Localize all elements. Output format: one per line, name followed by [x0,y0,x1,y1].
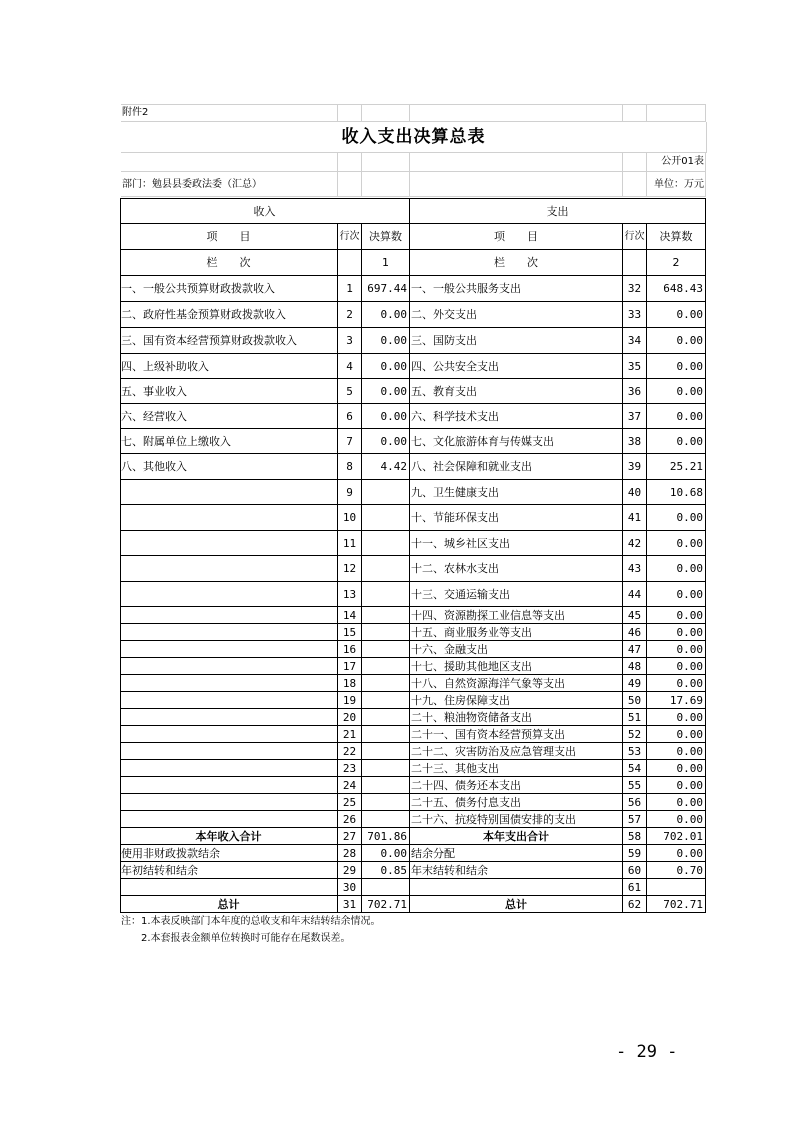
expense-line: 47 [623,641,647,658]
income-amount [362,879,410,896]
note-row [120,930,705,947]
expense-col-index: 2 [647,250,706,276]
income-line: 27 [338,828,362,845]
table-row [120,777,705,794]
income-line: 25 [338,794,362,811]
income-item [120,794,338,811]
expense-item: 十二、农林水支出 [410,556,623,582]
expense-amount-header: 决算数 [647,224,706,250]
department-row-cell [362,172,410,197]
income-line: 8 [338,454,362,480]
income-line: 24 [338,777,362,794]
attachment-row-cell [410,104,623,122]
income-amount [362,624,410,641]
expense-amount: 0.00 [647,302,706,328]
income-line: 4 [338,354,362,379]
income-line: 17 [338,658,362,675]
income-line: 19 [338,692,362,709]
table-note: 注：1.本表反映部门本年度的总收支和年末结转结余情况。 [121,915,381,927]
table-row [120,607,705,624]
expense-item: 三、国防支出 [410,328,623,354]
expense-item: 十四、资源勘探工业信息等支出 [410,607,623,624]
income-line: 7 [338,429,362,454]
income-column-label: 栏 次 [120,250,338,276]
table-row [120,302,705,328]
form-code-row-cell [410,152,623,172]
expense-item: 十三、交通运输支出 [410,582,623,607]
income-amount [362,777,410,794]
expense-item: 十六、金融支出 [410,641,623,658]
expense-amount: 702.71 [647,896,706,913]
expense-item: 二十二、灾害防治及应急管理支出 [410,743,623,760]
income-amount: 0.00 [362,845,410,862]
attachment-row-cell [338,104,362,122]
income-amount-header: 决算数 [362,224,410,250]
income-item: 总计 [120,896,338,913]
income-amount [362,607,410,624]
income-item [120,582,338,607]
income-amount [362,760,410,777]
form-code: 公开01表 [661,156,704,167]
attachment-row-cell [623,104,647,122]
income-line: 23 [338,760,362,777]
expense-line: 51 [623,709,647,726]
expense-line: 45 [623,607,647,624]
expense-item: 二十五、债务付息支出 [410,794,623,811]
income-item: 本年收入合计 [120,828,338,845]
income-item [120,641,338,658]
income-amount [362,505,410,531]
expense-line: 52 [623,726,647,743]
income-amount: 0.00 [362,354,410,379]
income-amount [362,582,410,607]
table-row [120,658,705,675]
expense-line: 54 [623,760,647,777]
table-row [120,328,705,354]
expense-amount: 0.00 [647,658,706,675]
income-item [120,692,338,709]
income-amount: 0.00 [362,429,410,454]
column-header-row [120,224,705,250]
expense-item: 九、卫生健康支出 [410,480,623,505]
expense-line: 32 [623,276,647,302]
income-item [120,743,338,760]
expense-line: 48 [623,658,647,675]
expense-amount: 17.69 [647,692,706,709]
table-row [120,743,705,760]
income-item [120,480,338,505]
expense-amount: 25.21 [647,454,706,480]
income-line: 6 [338,404,362,429]
income-amount [362,675,410,692]
income-line: 22 [338,743,362,760]
income-line: 20 [338,709,362,726]
expense-amount: 702.01 [647,828,706,845]
department-row-cell [338,172,362,197]
expense-line: 33 [623,302,647,328]
table [120,198,706,944]
income-item [120,556,338,582]
expense-amount: 0.00 [647,845,706,862]
income-item [120,879,338,896]
attachment-row [121,104,706,122]
expense-amount [647,879,706,896]
expense-amount: 0.00 [647,709,706,726]
expense-amount: 0.00 [647,556,706,582]
expense-amount: 0.00 [647,328,706,354]
table-row [120,454,705,480]
expense-item: 总计 [410,896,623,913]
expense-amount: 0.00 [647,404,706,429]
expense-item: 结余分配 [410,845,623,862]
table-row [120,624,705,641]
expense-amount: 0.00 [647,726,706,743]
expense-amount: 0.00 [647,607,706,624]
table-row [120,879,705,896]
expense-item: 本年支出合计 [410,828,623,845]
expense-amount: 0.00 [647,811,706,828]
table-row [120,709,705,726]
income-section-header: 收入 [120,199,410,224]
income-line: 10 [338,505,362,531]
expense-amount: 0.00 [647,760,706,777]
table-row [120,828,705,845]
income-line: 31 [338,896,362,913]
expense-line: 37 [623,404,647,429]
income-item [120,675,338,692]
income-amount [362,709,410,726]
expense-line: 34 [623,328,647,354]
expense-section-header: 支出 [410,199,706,224]
income-item [120,709,338,726]
form-code-row-cell [338,152,362,172]
income-line: 18 [338,675,362,692]
note-row [120,913,705,930]
income-amount: 0.00 [362,302,410,328]
income-line: 12 [338,556,362,582]
table-row [120,896,705,913]
income-item [120,726,338,743]
income-item: 四、上级补助收入 [120,354,338,379]
table-note: 2.本套报表金额单位转换时可能存在尾数误差。 [121,932,351,944]
expense-amount: 0.00 [647,794,706,811]
expense-line: 40 [623,480,647,505]
income-item [120,811,338,828]
expense-amount: 0.00 [647,624,706,641]
expense-line: 56 [623,794,647,811]
income-line: 21 [338,726,362,743]
income-item [120,760,338,777]
income-item-header: 项 目 [120,224,338,250]
income-item [120,505,338,531]
income-amount [362,658,410,675]
income-line: 11 [338,531,362,556]
expense-line: 62 [623,896,647,913]
income-item: 一、一般公共预算财政拨款收入 [120,276,338,302]
expense-item: 二十一、国有资本经营预算支出 [410,726,623,743]
expense-amount: 0.00 [647,641,706,658]
table-left-rule [120,199,121,913]
expense-line: 59 [623,845,647,862]
expense-item: 十五、商业服务业等支出 [410,624,623,641]
expense-line: 36 [623,379,647,404]
table-title: 收入支出决算总表 [341,126,486,147]
attachment-row-cell [647,104,706,122]
income-line-header: 行次 [338,224,362,250]
income-item [120,777,338,794]
unit-label: 单位：万元 [654,178,704,190]
expense-item: 二十、粮油物资储备支出 [410,709,623,726]
income-item: 六、经营收入 [120,404,338,429]
expense-item: 二、外交支出 [410,302,623,328]
expense-item: 十八、自然资源海洋气象等支出 [410,675,623,692]
table-row [120,480,705,505]
expense-item: 七、文化旅游体育与传媒支出 [410,429,623,454]
expense-item: 十一、城乡社区支出 [410,531,623,556]
expense-item: 八、社会保障和就业支出 [410,454,623,480]
income-line: 30 [338,879,362,896]
expense-item: 二十三、其他支出 [410,760,623,777]
attachment-row-cell [362,104,410,122]
income-amount: 701.86 [362,828,410,845]
expense-line: 39 [623,454,647,480]
table-row [120,760,705,777]
expense-amount: 0.00 [647,505,706,531]
income-amount [362,692,410,709]
expense-item: 五、教育支出 [410,379,623,404]
expense-line-header: 行次 [623,224,647,250]
income-line: 15 [338,624,362,641]
expense-line: 41 [623,505,647,531]
expense-item: 二十四、债务还本支出 [410,777,623,794]
expense-line: 49 [623,675,647,692]
income-line: 16 [338,641,362,658]
income-item: 三、国有资本经营预算财政拨款收入 [120,328,338,354]
table-row [120,354,705,379]
expense-line: 42 [623,531,647,556]
expense-line: 46 [623,624,647,641]
income-col-index: 1 [362,250,410,276]
expense-item: 十、节能环保支出 [410,505,623,531]
expense-line: 61 [623,879,647,896]
department-row [121,172,706,197]
form-code-row [121,152,706,172]
income-line: 13 [338,582,362,607]
title-row [121,122,707,153]
income-item [120,624,338,641]
income-item [120,658,338,675]
income-line: 1 [338,276,362,302]
income-item: 八、其他收入 [120,454,338,480]
income-amount: 0.00 [362,404,410,429]
expense-item: 六、科学技术支出 [410,404,623,429]
income-amount: 0.00 [362,328,410,354]
expense-line: 50 [623,692,647,709]
expense-line: 60 [623,862,647,879]
income-line: 14 [338,607,362,624]
expense-line: 35 [623,354,647,379]
table-row [120,641,705,658]
table-row [120,429,705,454]
form-code-row-cell [121,152,338,172]
income-amount: 702.71 [362,896,410,913]
form-code-row-cell [362,152,410,172]
income-amount [362,556,410,582]
department-row-cell [410,172,623,197]
expense-line: 44 [623,582,647,607]
income-item: 年初结转和结余 [120,862,338,879]
table-row [120,276,705,302]
expense-amount: 0.00 [647,429,706,454]
expense-amount: 648.43 [647,276,706,302]
expense-item [410,879,623,896]
expense-amount: 0.70 [647,862,706,879]
expense-item-header: 项 目 [410,224,623,250]
expense-item: 二十六、抗疫特别国债安排的支出 [410,811,623,828]
expense-column-label: 栏 次 [410,250,623,276]
section-header-row [120,199,705,224]
expense-amount: 0.00 [647,675,706,692]
expense-line: 43 [623,556,647,582]
expense-item: 一、一般公共服务支出 [410,276,623,302]
expense-item: 十九、住房保障支出 [410,692,623,709]
income-amount [362,743,410,760]
income-line: 29 [338,862,362,879]
income-item [120,607,338,624]
table-row [120,404,705,429]
table-row [120,379,705,404]
income-item: 二、政府性基金预算财政拨款收入 [120,302,338,328]
attachment-label: 附件2 [122,107,149,118]
table-row [120,845,705,862]
income-line: 2 [338,302,362,328]
income-line-blank [338,250,362,276]
expense-amount: 0.00 [647,743,706,760]
expense-amount: 0.00 [647,531,706,556]
column-index-row [120,250,705,276]
income-line: 5 [338,379,362,404]
table-row [120,811,705,828]
expense-amount: 0.00 [647,379,706,404]
expense-amount: 10.68 [647,480,706,505]
expense-amount: 0.00 [647,582,706,607]
income-item: 七、附属单位上缴收入 [120,429,338,454]
table-row [120,862,705,879]
income-line: 9 [338,480,362,505]
income-amount: 4.42 [362,454,410,480]
expense-item: 十七、援助其他地区支出 [410,658,623,675]
expense-line: 55 [623,777,647,794]
table-row [120,556,705,582]
expense-amount: 0.00 [647,354,706,379]
income-amount [362,480,410,505]
income-line: 3 [338,328,362,354]
income-amount [362,794,410,811]
income-amount [362,811,410,828]
table-row [120,692,705,709]
income-item: 使用非财政拨款结余 [120,845,338,862]
table-row [120,675,705,692]
table-row [120,505,705,531]
income-amount [362,726,410,743]
income-amount: 0.00 [362,379,410,404]
table-row [120,582,705,607]
expense-item: 年末结转和结余 [410,862,623,879]
page-number: - 29 - [616,1042,678,1062]
expense-item: 四、公共安全支出 [410,354,623,379]
income-amount [362,531,410,556]
income-item: 五、事业收入 [120,379,338,404]
income-amount: 697.44 [362,276,410,302]
department-label: 部门：勉县县委政法委（汇总） [122,178,262,190]
table-row [120,794,705,811]
expense-line: 53 [623,743,647,760]
table-row [120,531,705,556]
expense-line-blank [623,250,647,276]
income-amount: 0.85 [362,862,410,879]
table-row [120,726,705,743]
income-line: 28 [338,845,362,862]
expense-line: 57 [623,811,647,828]
expense-amount: 0.00 [647,777,706,794]
income-item [120,531,338,556]
income-line: 26 [338,811,362,828]
expense-line: 38 [623,429,647,454]
income-amount [362,641,410,658]
expense-line: 58 [623,828,647,845]
